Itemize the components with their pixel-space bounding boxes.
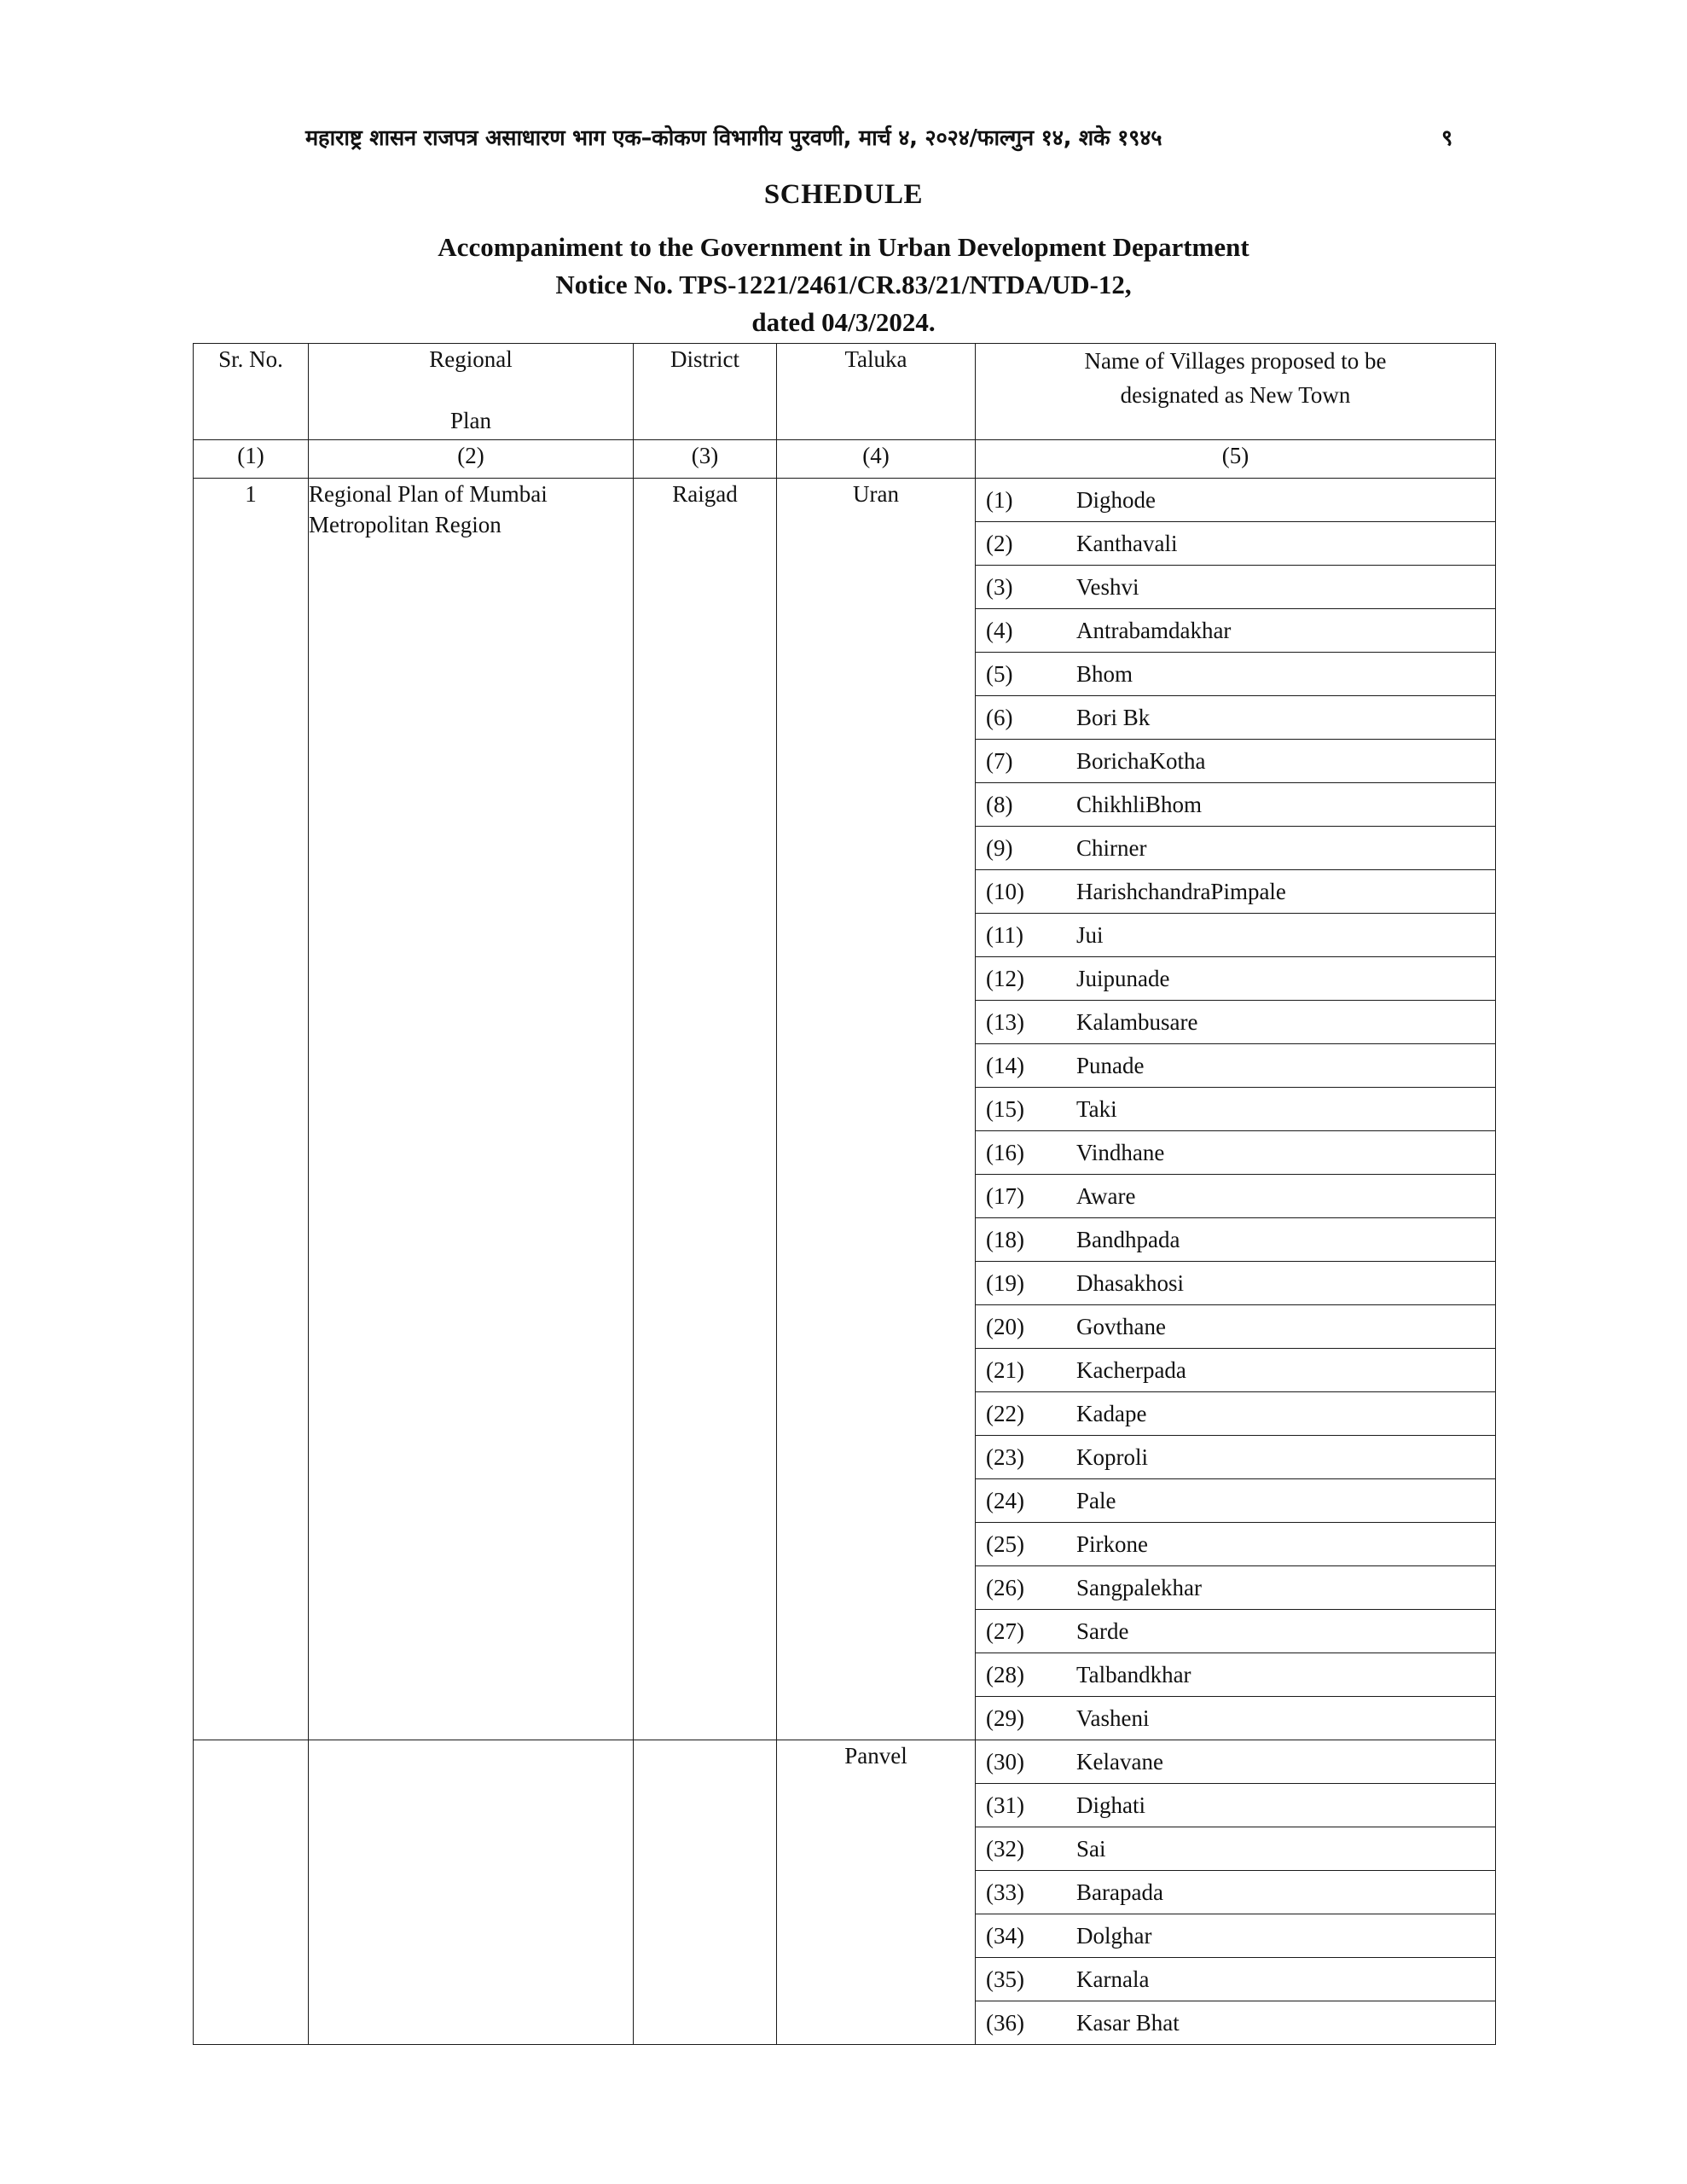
village-index: (6) [976,696,1068,740]
village-name: Kalambusare [1068,1001,1495,1044]
village-name: Barapada [1068,1871,1495,1914]
schedule-heading: SCHEDULE [763,179,924,210]
village-row [976,1958,1495,2001]
header-cell-taluka [777,344,976,440]
village-index: (3) [976,566,1068,609]
column-number-3: (3) [634,440,777,479]
village-row [976,1740,1495,1784]
column-number-5: (5) [976,440,1496,479]
village-row [976,1001,1495,1044]
cell-srno [194,1740,309,2045]
village-index: (21) [976,1349,1068,1392]
village-name: Aware [1068,1175,1495,1218]
village-index: (19) [976,1262,1068,1305]
village-index: (26) [976,1566,1068,1610]
village-row [976,2001,1495,2045]
table-row [194,479,1496,1740]
village-index: (7) [976,740,1068,783]
village-row [976,1784,1495,1827]
village-index: (9) [976,827,1068,870]
village-name: Bori Bk [1068,696,1495,740]
village-row [976,783,1495,827]
village-index: (13) [976,1001,1068,1044]
page-number: ९ [1441,125,1453,151]
village-row [976,1436,1495,1479]
gazette-header-text: महाराष्ट्र शासन राजपत्र असाधारण भाग एक–कोकण विभागीय पुरवणी, मार्च ४, २०२४/फाल्गुन १४, शके १९४५ [305,125,1162,151]
village-name: Taki [1068,1088,1495,1131]
village-name: Bhom [1068,653,1495,696]
village-rows-panvel [976,1740,1495,2044]
cell-srno: 1 [194,479,309,1740]
village-index: (17) [976,1175,1068,1218]
village-name: Govthane [1068,1305,1495,1349]
village-list-uran [976,479,1495,1740]
village-name: Kelavane [1068,1740,1495,1784]
cell-villages [976,479,1496,1740]
header-label-villages-line1: Name of Villages proposed to be [1084,348,1387,374]
village-name: Punade [1068,1044,1495,1088]
village-row [976,1044,1495,1088]
cell-district: Raigad [634,479,777,1740]
village-row [976,1392,1495,1436]
village-row [976,1827,1495,1871]
cell-taluka: Panvel [777,1740,976,2045]
header-label-taluka: Taluka [844,346,907,372]
village-name: Juipunade [1068,957,1495,1001]
village-name: HarishchandraPimpale [1068,870,1495,914]
village-row [976,914,1495,957]
village-row [976,1305,1495,1349]
village-row [976,1871,1495,1914]
village-name: Talbandkhar [1068,1653,1495,1697]
schedule-table [193,343,1496,2045]
village-name: Kanthavali [1068,522,1495,566]
village-name: ChikhliBhom [1068,783,1495,827]
village-row [976,1697,1495,1740]
village-index: (12) [976,957,1068,1001]
village-name: Bandhpada [1068,1218,1495,1262]
table-header-row [194,344,1496,440]
village-name: Veshvi [1068,566,1495,609]
village-name: Vasheni [1076,1705,1150,1731]
village-row [976,1610,1495,1653]
village-index: (5) [976,653,1068,696]
cell-regional-plan: Regional Plan of Mumbai Metropolitan Region [309,479,634,1740]
column-number-2: (2) [309,440,634,479]
village-row [976,957,1495,1001]
header-cell-district [634,344,777,440]
header-label-srno: Sr. No. [218,346,283,372]
village-row [976,1262,1495,1305]
village-index: (29) [986,1705,1024,1731]
village-row [976,870,1495,914]
village-index: (36) [986,2010,1024,2036]
village-index: (14) [976,1044,1068,1088]
table-column-number-row [194,440,1496,479]
running-header [0,119,1687,159]
village-name: Dhasakhosi [1068,1262,1495,1305]
village-index: (28) [976,1653,1068,1697]
village-row [976,1175,1495,1218]
village-name: Koproli [1068,1436,1495,1479]
village-row [976,1088,1495,1131]
column-number-4: (4) [777,440,976,479]
header-cell-regional-plan [309,344,634,440]
village-index: (35) [976,1958,1068,2001]
village-index: (31) [976,1784,1068,1827]
village-row [976,653,1495,696]
village-row [976,1653,1495,1697]
village-index: (27) [976,1610,1068,1653]
notice-line-2: Notice No. TPS-1221/2461/CR.83/21/NTDA/UD-12, [555,270,1132,299]
village-name: Vindhane [1068,1131,1495,1175]
village-name: Pale [1068,1479,1495,1523]
village-name: Antrabamdakhar [1068,609,1495,653]
village-row [976,609,1495,653]
village-index: (2) [976,522,1068,566]
village-index: (18) [976,1218,1068,1262]
village-name: Sangpalekhar [1068,1566,1495,1610]
village-name: Kacherpada [1068,1349,1495,1392]
village-index: (34) [976,1914,1068,1958]
village-index: (20) [976,1305,1068,1349]
cell-district [634,1740,777,2045]
village-rows-uran [976,479,1495,1740]
village-row [976,1914,1495,1958]
notice-line-1: Accompaniment to the Government in Urban Development Department [438,232,1249,262]
village-name: Sarde [1068,1610,1495,1653]
village-index: (4) [976,609,1068,653]
village-name: Chirner [1068,827,1495,870]
village-row [976,479,1495,522]
schedule-table-wrapper [193,343,1495,2045]
header-label-district: District [670,346,739,372]
notice-title-block [0,229,1687,341]
village-row [976,740,1495,783]
village-index: (10) [976,870,1068,914]
village-row [976,1131,1495,1175]
header-label-villages-line2: designated as New Town [1120,382,1351,408]
cell-taluka: Uran [777,479,976,1740]
village-list-panvel [976,1740,1495,2044]
village-name: Dolghar [1068,1914,1495,1958]
village-row [976,522,1495,566]
village-index: (15) [976,1088,1068,1131]
header-label-plan: Plan [449,408,491,433]
village-row [976,1566,1495,1610]
village-row [976,566,1495,609]
village-index: (23) [976,1436,1068,1479]
village-name: Kadape [1068,1392,1495,1436]
village-index: (1) [976,479,1068,522]
cell-villages [976,1740,1496,2045]
village-index: (11) [976,914,1068,957]
village-name: Karnala [1068,1958,1495,2001]
village-index: (25) [976,1523,1068,1566]
village-index: (22) [976,1392,1068,1436]
village-row [976,827,1495,870]
village-row [976,1218,1495,1262]
column-number-1: (1) [194,440,309,479]
village-name: Pirkone [1068,1523,1495,1566]
village-row [976,1349,1495,1392]
village-index: (30) [976,1740,1068,1784]
village-index: (33) [976,1871,1068,1914]
village-name: BorichaKotha [1068,740,1495,783]
village-row [976,696,1495,740]
village-name: Dighati [1068,1784,1495,1827]
village-index: (8) [976,783,1068,827]
village-index: (32) [976,1827,1068,1871]
village-name: Dighode [1068,479,1495,522]
village-index: (16) [976,1131,1068,1175]
header-cell-villages [976,344,1496,440]
notice-line-3: dated 04/3/2024. [751,307,936,337]
village-row [976,1479,1495,1523]
village-name: Sai [1068,1827,1495,1871]
header-label-regional: Regional [429,346,513,372]
cell-regional-plan [309,1740,634,2045]
village-name: Jui [1068,914,1495,957]
village-index: (24) [976,1479,1068,1523]
table-row [194,1740,1496,2045]
header-cell-srno [194,344,309,440]
village-name: Kasar Bhat [1076,2010,1180,2036]
village-row [976,1523,1495,1566]
